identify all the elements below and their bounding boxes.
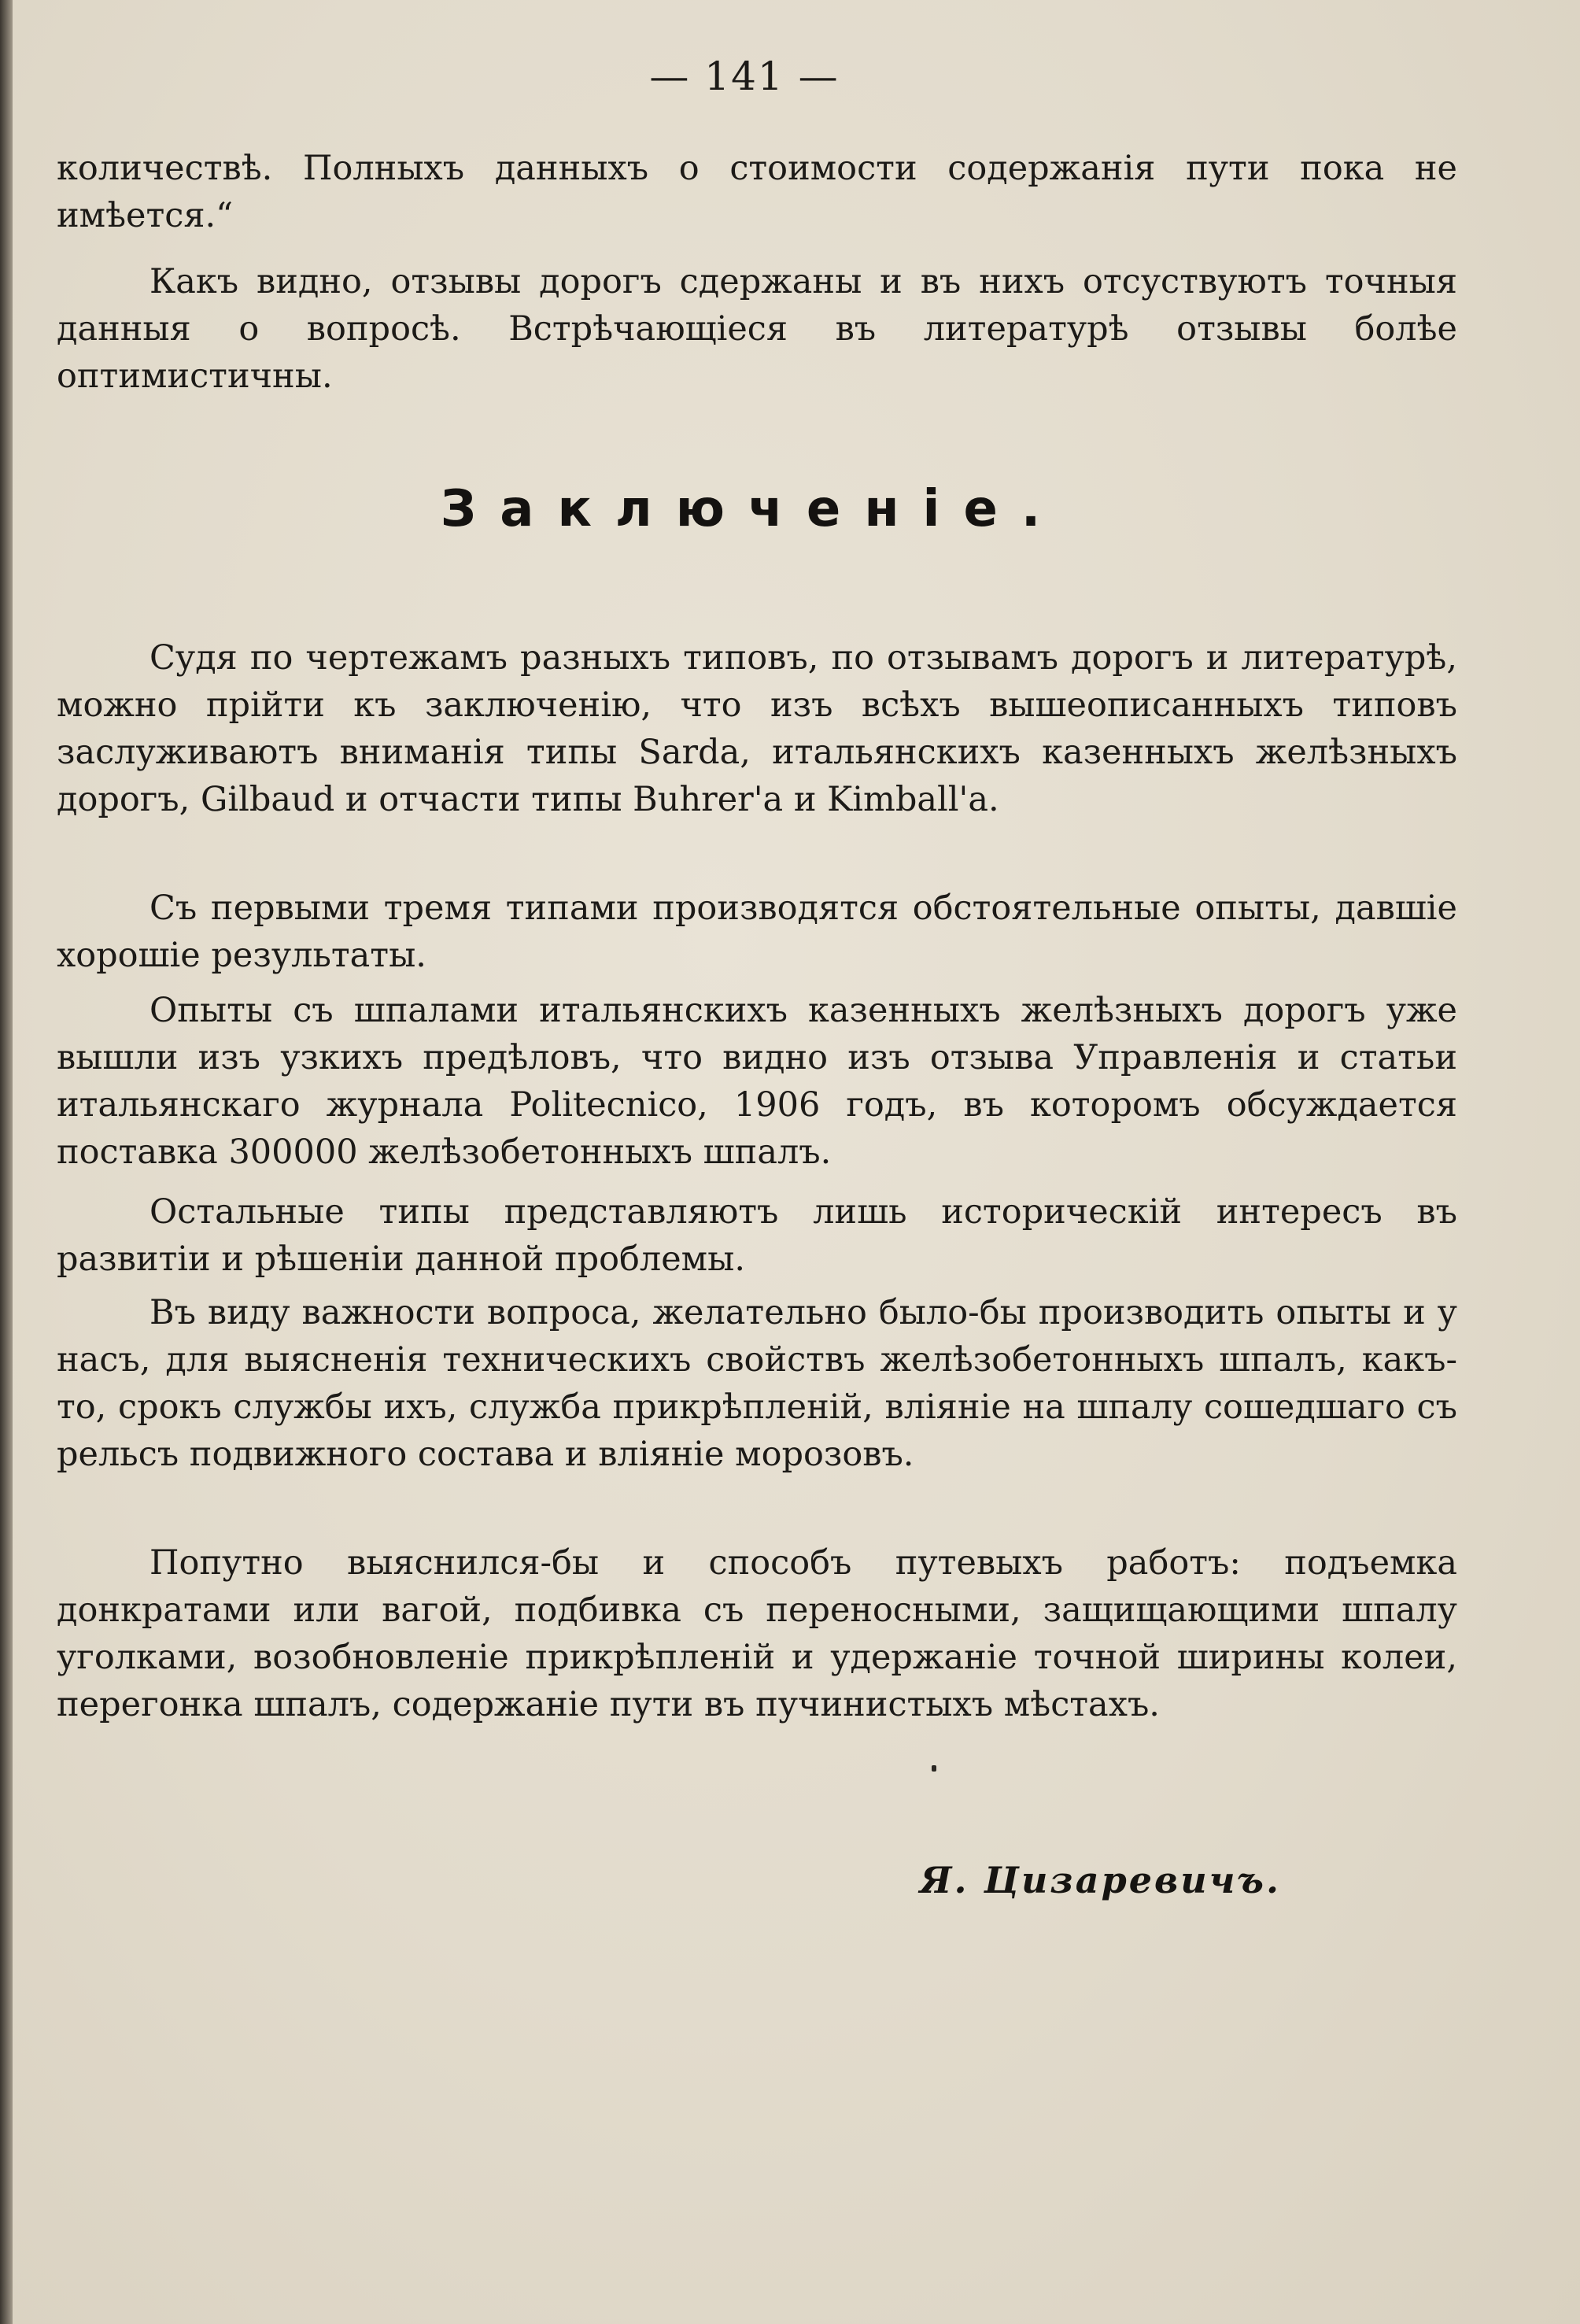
conclusion-paragraph: Въ виду важности вопроса, желательно было-бы производить опыты и у насъ, для выясненія техническихъ свойствъ желѣзобетонныхъ шпалъ, какъ-то, срокъ службы ихъ, служба прикрѣпленій, вліяніе на шпалу сошедшаго съ рельсъ подвижного состава и вліяніе морозовъ.	[57, 1293, 1457, 1474]
conclusion-paragraph: Съ первыми тремя типами производятся обстоятельные опыты, давшіе хорошіе результаты.	[57, 889, 1457, 975]
conclusion-paragraph: Опыты съ шпалами итальянскихъ казенныхъ желѣзныхъ дорогъ уже вышли изъ узкихъ предѣловъ, что видно изъ отзыва Управленія и статьи итальянскаго журнала Politecnico, 1906 годъ, въ которомъ обсуждается поставка 300000 желѣзобетонныхъ шпалъ.	[57, 991, 1457, 1172]
section-title: Заключеніе.	[440, 480, 1065, 538]
document-page	[13, 0, 1580, 2324]
author-signature: Я. Цизаревичъ.	[919, 1859, 1281, 1901]
continuation-paragraph: количествѣ. Полныхъ данныхъ о стоимости содержанія пути пока не имѣется.“	[57, 149, 1457, 235]
ink-speck	[932, 1765, 936, 1772]
conclusion-paragraph: Судя по чертежамъ разныхъ типовъ, по отзывамъ дорогъ и литературѣ, можно прійти къ заключенію, что изъ всѣхъ вышеописанныхъ типовъ заслуживаютъ вниманія типы Sarda, итальянскихъ казенныхъ желѣзныхъ дорогъ, Gilbaud и отчасти типы Buhrer'a и Kimball'a.	[57, 638, 1457, 819]
opinion-paragraph: Какъ видно, отзывы дорогъ сдержаны и въ нихъ отсуствуютъ точныя данныя о вопросѣ. Встрѣчающіеся въ литературѣ отзывы болѣе оптимистичны.	[57, 262, 1457, 396]
conclusion-paragraph: Попутно выяснился-бы и способъ путевыхъ работъ: подъемка донкратами или вагой, подбивка съ переносными, защищающими шпалу уголками, возобновленіе прикрѣпленій и удержаніе точной ширины колеи, перегонка шпалъ, содержаніе пути въ пучинистыхъ мѣстахъ.	[57, 1543, 1457, 1724]
scan-edge	[0, 0, 13, 2324]
conclusion-paragraph: Остальные типы представляютъ лишь историческій интересъ въ развитіи и рѣшеніи данной проблемы.	[57, 1192, 1457, 1279]
page-number: — 141 —	[649, 54, 840, 99]
